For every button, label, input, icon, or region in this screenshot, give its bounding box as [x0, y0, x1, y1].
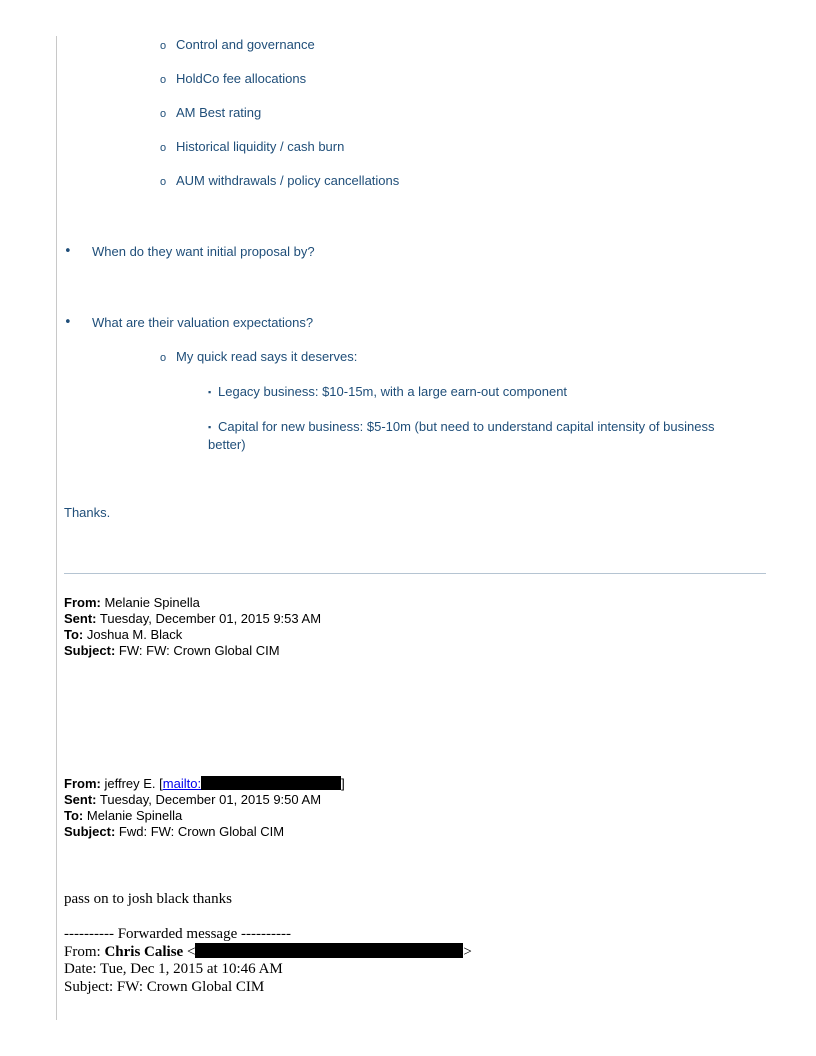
- closing-text: Thanks.: [64, 505, 111, 520]
- list-item: o Historical liquidity / cash burn: [160, 139, 345, 154]
- to-row: To: Melanie Spinella: [64, 808, 183, 823]
- list-item: o Control and governance: [160, 37, 315, 52]
- square-bullet-icon: ▪: [208, 422, 212, 432]
- from-row: From: Melanie Spinella: [64, 595, 200, 610]
- bullet-item-proposal: When do they want initial proposal by?: [92, 244, 315, 259]
- circle-bullet-icon: o: [160, 74, 167, 86]
- divider: [64, 573, 766, 574]
- forward-divider: ---------- Forwarded message ----------: [64, 926, 291, 942]
- list-item: o My quick read says it deserves:: [160, 349, 358, 364]
- list-item: o AM Best rating: [160, 105, 262, 120]
- circle-bullet-icon: o: [160, 40, 167, 52]
- dot-bullet-icon: •: [64, 315, 72, 330]
- dot-bullet-icon: •: [64, 244, 72, 259]
- bullet-item-valuation: What are their valuation expectations?: [92, 315, 314, 330]
- email-header-1: [64, 595, 321, 659]
- left-margin-rule: [56, 36, 57, 1020]
- forward-date-row: Date: Tue, Dec 1, 2015 at 10:46 AM: [64, 961, 283, 977]
- list-item: o AUM withdrawals / policy cancellations: [160, 173, 400, 188]
- redacted-email: [195, 943, 463, 958]
- subject-row: Subject: Fwd: FW: Crown Global CIM: [64, 824, 285, 839]
- redacted-email: [201, 776, 341, 790]
- forward-subject-row: Subject: FW: Crown Global CIM: [64, 979, 265, 995]
- email-header-2: [64, 776, 345, 840]
- mailto-link[interactable]: mailto:: [162, 776, 202, 791]
- circle-bullet-icon: o: [160, 176, 167, 188]
- square-bullet-icon: ▪: [208, 387, 212, 397]
- circle-bullet-icon: o: [160, 142, 167, 154]
- list-item: ▪ Capital for new business: $5-10m (but need to understand capital intensity of business: [208, 419, 715, 434]
- sent-row: Sent: Tuesday, December 01, 2015 9:53 AM: [64, 611, 322, 626]
- forward-from-row: From: Chris Calise < >: [64, 944, 472, 960]
- to-row: To: Joshua M. Black: [64, 627, 183, 642]
- forward-note: pass on to josh black thanks: [64, 891, 232, 907]
- circle-bullet-icon: o: [160, 108, 167, 120]
- list-item-continuation: better): [208, 437, 246, 452]
- subject-row: Subject: FW: FW: Crown Global CIM: [64, 643, 280, 658]
- list-item: o HoldCo fee allocations: [160, 71, 307, 86]
- from-row: From: jeffrey E. [mailto: ]: [64, 776, 345, 791]
- list-item: ▪ Legacy business: $10-15m, with a large earn-out component: [208, 384, 568, 399]
- sent-row: Sent: Tuesday, December 01, 2015 9:50 AM: [64, 792, 322, 807]
- circle-bullet-icon: o: [160, 352, 167, 364]
